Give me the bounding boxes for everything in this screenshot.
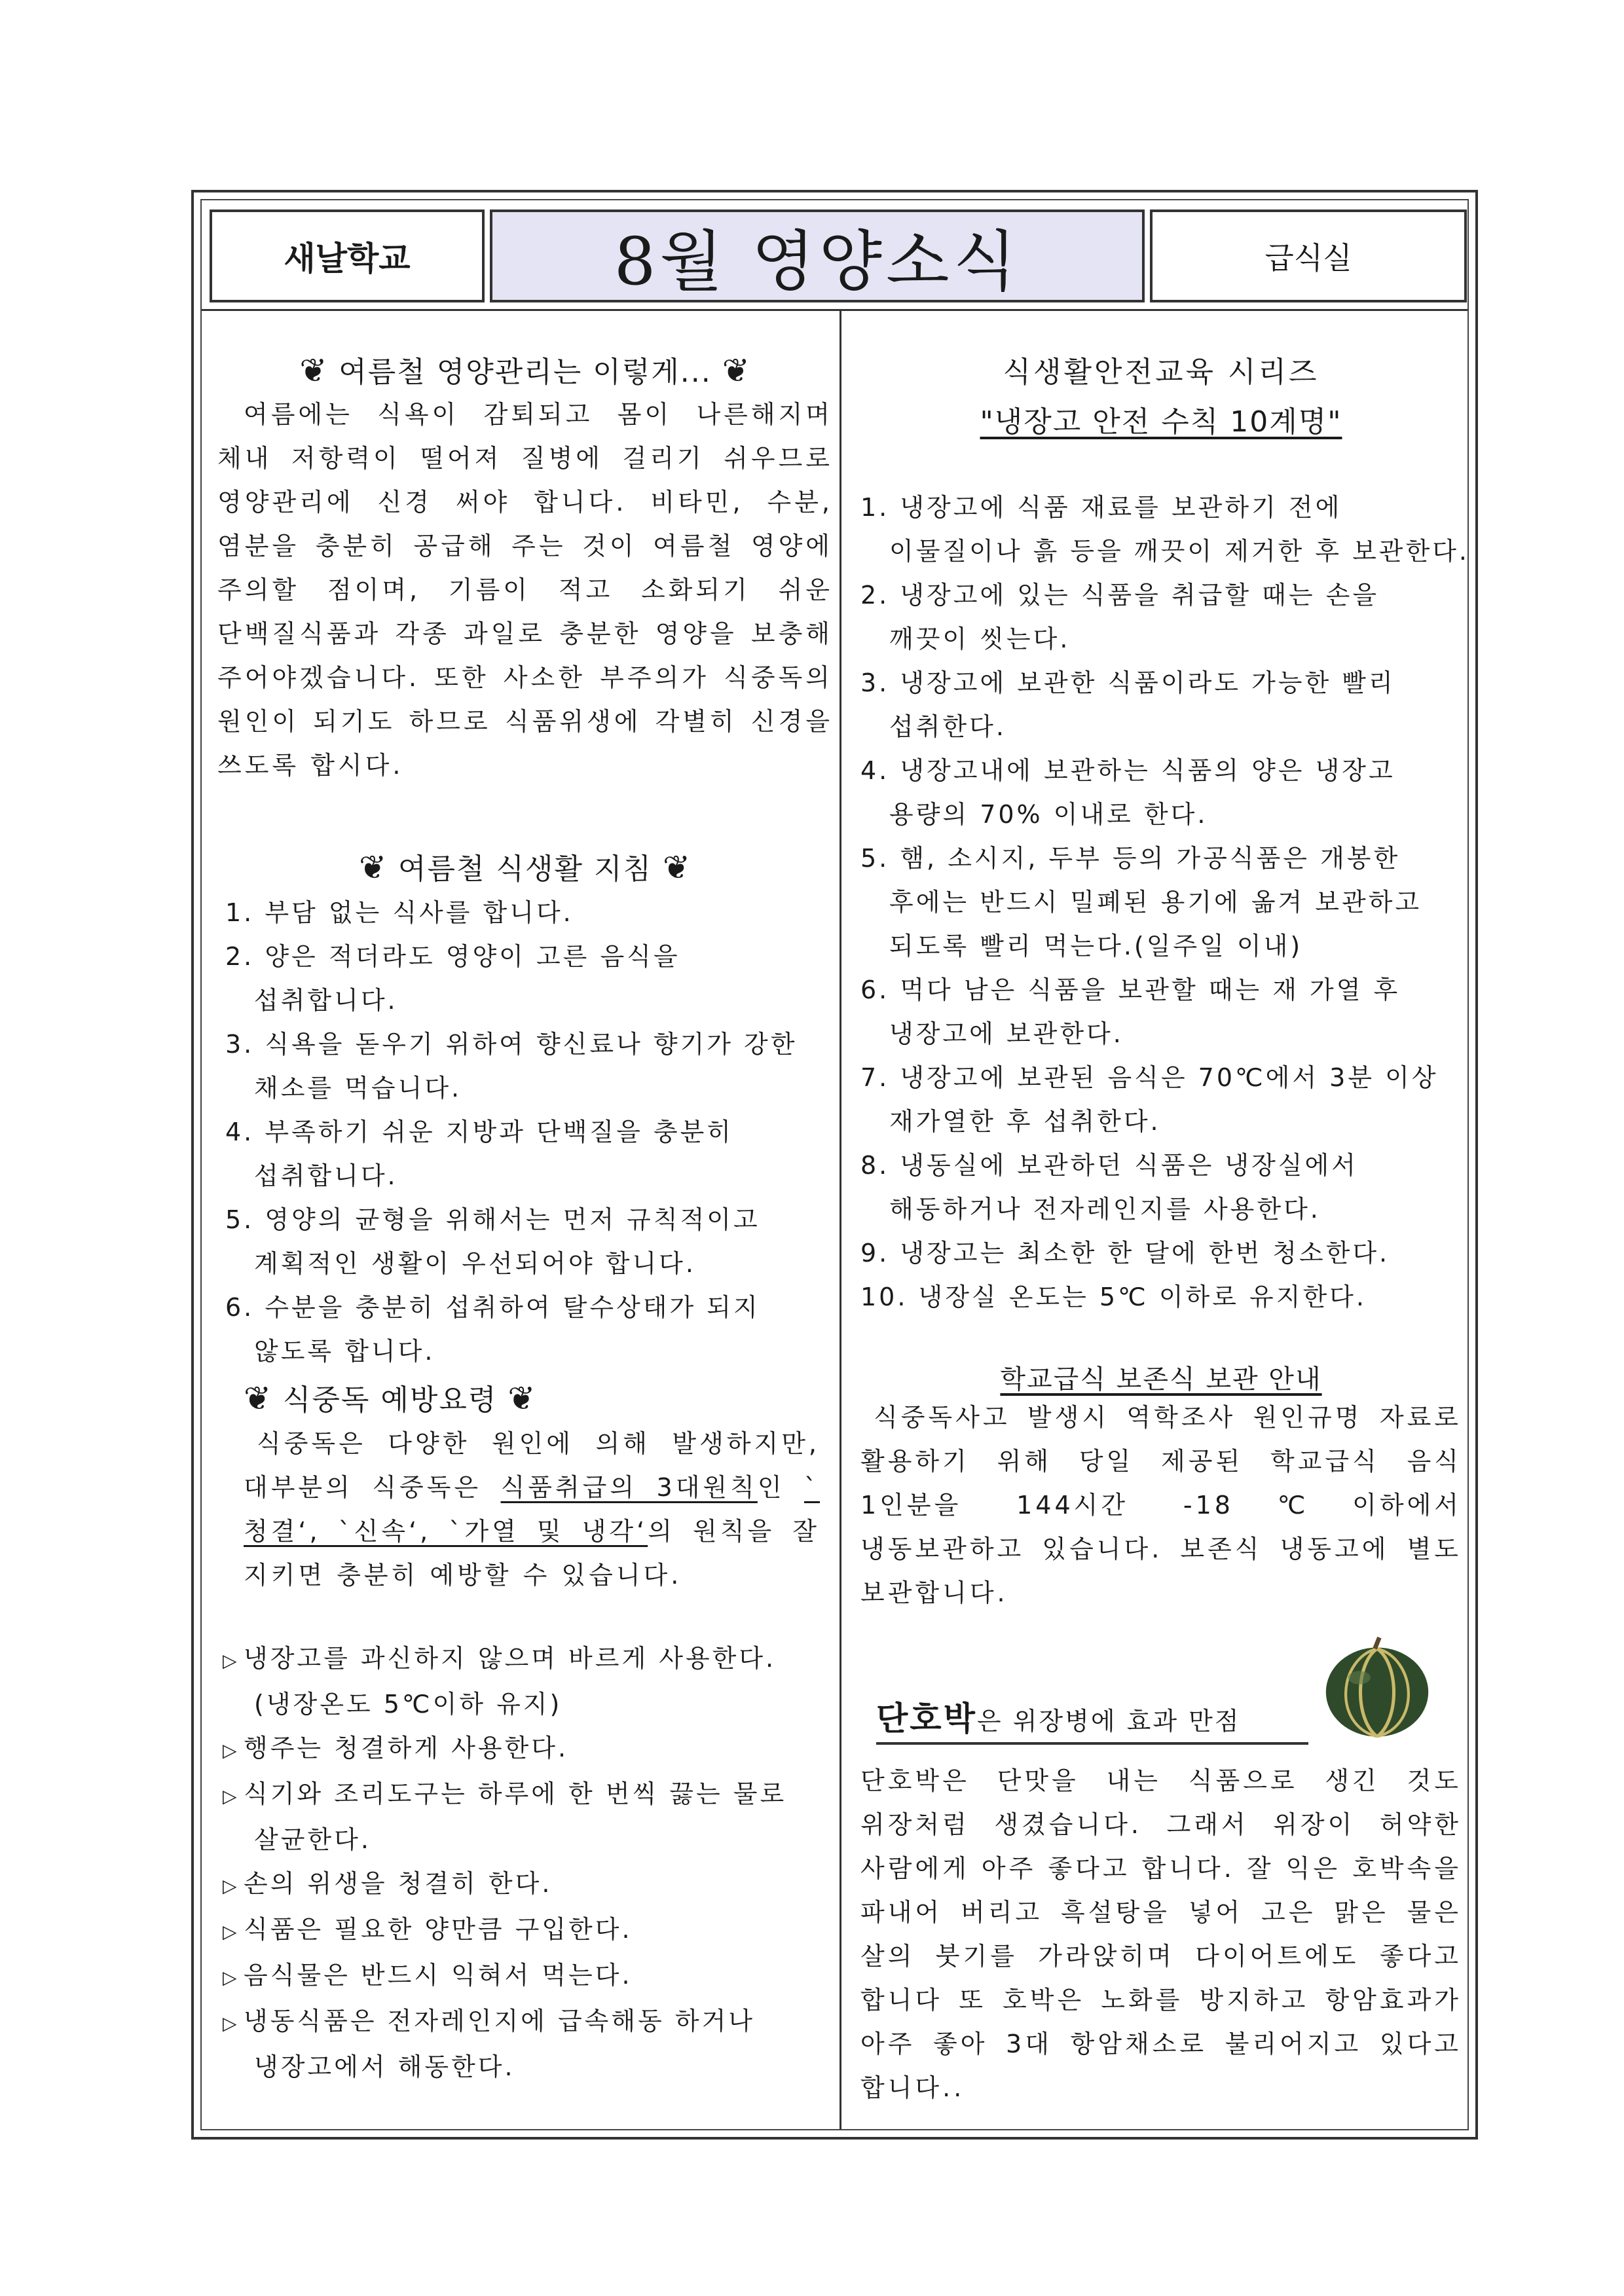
triangle-bullet-icon: ▷ [223,2013,240,2034]
pumpkin-text: 단호박은 단맛을 내는 식품으로 생긴 것도 위장처럼 생겼습니다. 그래서 위장이 허약한 사람에게 아주 좋다고 합니다. 잘 익은 호박속을 파내어 버리고 흑설탕을 넣어 고은 맑은 물은 살의 붓기를 가라앉히며 다이어트에도 좋다고 합니다 또 호박은 노화를 방지하고 항암효과가 아주 좋아 3대 항암채소로 불리어지고 있다고 합니다.. [860,1766,1462,2102]
triangle-bullet-icon: ▷ [223,1785,240,1807]
list-item: ▷ 식품은 필요한 양만큼 구입한다. [217,1908,833,1954]
list-item: 3. 냉장고에 보관한 식품이라도 가능한 빨리 섭취한다. [860,668,1395,741]
three-principles-link: 식품취급의 3대원칙 [500,1473,758,1502]
summer-nutrition-text: 여름에는 식욕이 감퇴되고 몸이 나른해지며 체내 저항력이 떨어져 질병에 걸리기 쉬우므로 영양관리에 신경 써야 합니다. 비타민, 수분, 염분을 충분히 공급해 주는 것이 여름철 영양에 주의할 점이며, 기름이 적고 소화되기 쉬운 단백질식품과 각종 과일로 충분한 영양을 보충해 주어야겠습니다. 또한 사소한 부주의가 식중독의 원인이 되기도 하므로 식품위생에 각별히 신경을 쓰도록 합시다. [217,400,833,780]
prevention-tips-list [217,1637,833,2089]
list-item: ▷ 냉장고를 과신하지 않으며 바르게 사용한다. (냉장온도 5℃이하 유지) [217,1637,833,1726]
list-item: 3. 식욕을 돋우기 위하여 향신료나 향기가 강한 채소를 먹습니다. [225,1030,798,1102]
preserved-food-text: 식중독사고 발생시 역학조사 원인규명 자료로 활용하기 위해 당일 제공된 학교급식 음식 1인분을 144시간 -18℃이하에서 냉동보관하고 있습니다. 보존식 냉동고에 별도 보관합니다. [860,1403,1462,1607]
pumpkin-section-header [853,1631,1469,1755]
series-subtitle: "냉장고 안전 수칙 10계명" [980,405,1342,439]
right-column [853,309,1469,2110]
page-title: 8월 영양소식 [490,210,1145,302]
left-column [217,309,833,2089]
list-item: 7. 냉장고에 보관된 음식은 70℃에서 3분 이상 재가열한 후 섭취한다. [860,1063,1439,1136]
list-item: 5. 햄, 소시지, 두부 등의 가공식품은 개봉한 후에는 반드시 밀폐된 용기에 옮겨 보관하고 되도록 빨리 먹는다.(일주일 이내) [860,844,1422,960]
pumpkin-heading: 단호박은 위장병에 효과 만점 [876,1692,1308,1745]
list-item: 10. 냉장실 온도는 5℃ 이하로 유지한다. [860,1283,1367,1311]
school-name: 새날학교 [210,210,485,302]
list-item: 4. 부족하기 쉬운 지방과 단백질을 충분히 섭취합니다. [225,1118,733,1190]
column-divider [840,309,841,2129]
list-item: 1. 부담 없는 식사를 합니다. [225,898,574,927]
flower-icon: ❦ [244,1379,272,1417]
list-item: 2. 양은 적더라도 영양이 고른 음식을 섭취합니다. [225,942,680,1015]
summer-diet-title: 여름철 식생활 지침 [397,852,652,886]
summer-nutrition-title: 여름철 영양관리는 이렇게... [339,355,712,389]
list-item: 6. 먹다 남은 식품을 보관할 때는 재 가열 후 냉장고에 보관한다. [860,975,1401,1048]
newsletter-frame [191,190,1478,2140]
food-poisoning-title: 식중독 예방요령 [282,1383,498,1417]
flower-icon: ❦ [359,848,388,886]
triangle-bullet-icon: ▷ [223,1921,240,1942]
list-item: ▷ 손의 위생을 청결히 한다. [217,1862,833,1908]
preserved-food-heading: 학교급식 보존식 보관 안내 [1000,1364,1322,1394]
flower-icon: ❦ [663,848,692,886]
summer-nutrition-heading [217,348,833,390]
triangle-bullet-icon: ▷ [223,1740,240,1761]
triangle-bullet-icon: ▷ [223,1650,240,1671]
office-name: 급식실 [1150,210,1467,302]
pumpkin-image [1321,1631,1433,1742]
food-poisoning-heading [217,1376,833,1418]
list-item: 5. 영양의 균형을 위해서는 먼저 규칙적이고 계획적인 생활이 우선되어야 합니다. [225,1205,760,1278]
list-item: 8. 냉동실에 보관하던 식품은 냉장실에서 해동하거나 전자레인지를 사용한다. [860,1151,1358,1224]
list-item: ▷ 식기와 조리도구는 하루에 한 번씩 끓는 물로 살균한다. [217,1772,833,1862]
list-item: 9. 냉장고는 최소한 한 달에 한번 청소한다. [860,1239,1390,1267]
fridge-rules-list [853,486,1469,1319]
list-item: 4. 냉장고내에 보관하는 식품의 양은 냉장고 용량의 70% 이내로 한다. [860,756,1395,829]
newsletter-inner-frame [200,199,1469,2130]
list-item: ▷ 음식물은 반드시 익혀서 먹는다. [217,1954,833,1999]
flower-icon: ❦ [299,352,329,390]
list-item: ▷ 냉동식품은 전자레인지에 급속해동 하거나 냉장고에서 해동한다. [217,1999,833,2089]
flower-icon: ❦ [722,352,751,390]
triangle-bullet-icon: ▷ [223,1875,240,1897]
list-item: ▷ 행주는 청결하게 사용한다. [217,1726,833,1772]
summer-diet-heading [217,845,833,887]
list-item: 6. 수분을 충분히 섭취하여 탈수상태가 되지 않도록 합니다. [225,1293,760,1366]
summer-diet-list [217,891,833,1374]
principles-list: `청결‘, `신속‘, `가열 및 냉각‘ [244,1473,821,1546]
list-item: 2. 냉장고에 있는 식품을 취급할 때는 손을 깨끗이 씻는다. [860,581,1380,653]
food-poisoning-text: 식중독은 다양한 원인에 의해 발생하지만, 대부분의 식중독은 식품취급의 3대원칙인 `청결‘, `신속‘, `가열 및 냉각‘의 원칙을 잘 지키면 충분히 예방할 수 있습니다. [244,1429,821,1590]
triangle-bullet-icon: ▷ [223,1967,240,1988]
flower-icon: ❦ [507,1379,537,1417]
list-item: 1. 냉장고에 식품 재료를 보관하기 전에 이물질이나 흙 등을 깨끗이 제거한 후 보관한다. [860,493,1470,566]
series-title: 식생활안전교육 시리즈 [1003,355,1320,389]
